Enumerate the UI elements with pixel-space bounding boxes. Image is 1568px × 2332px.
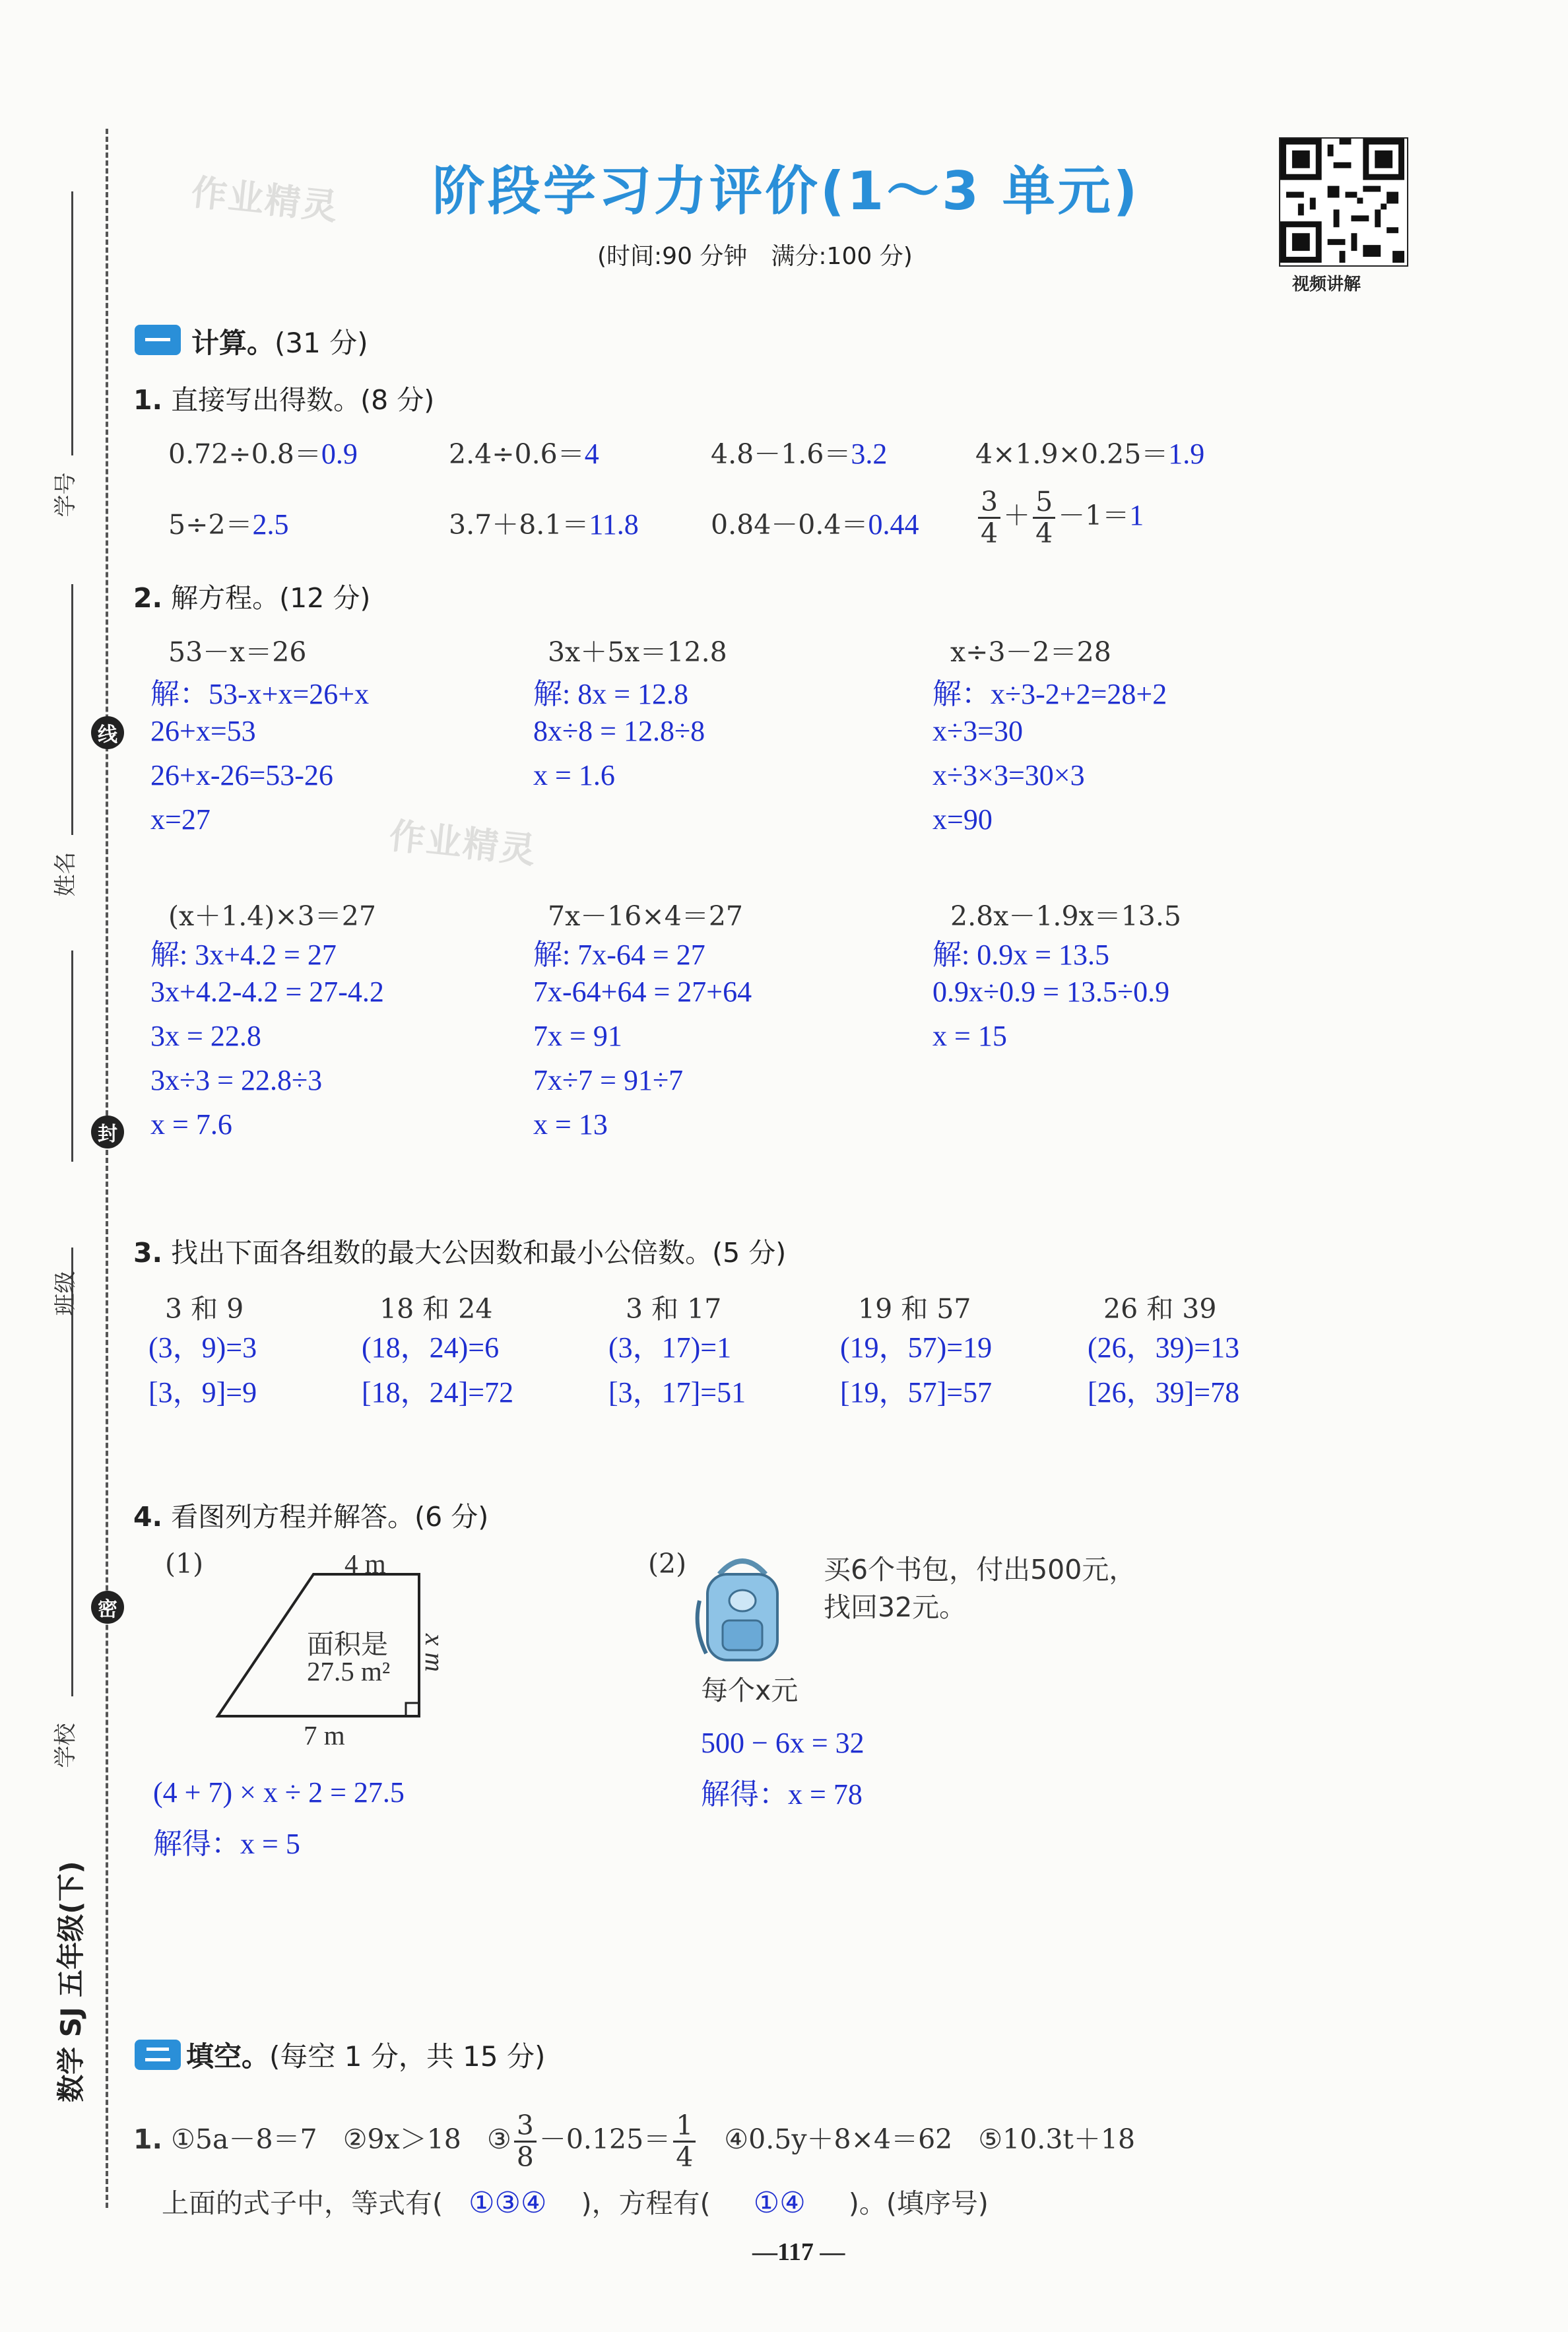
q1-item-6: 3.7＋8.1＝11.8	[449, 508, 639, 541]
q2-eq-3-line: x=90	[932, 803, 993, 836]
q3-gcd-2: (18，24)=6	[362, 1331, 500, 1364]
q3-group-3: 3 和 17	[626, 1293, 722, 1325]
q1-item-4: 4×1.9×0.25＝1.9	[975, 438, 1205, 470]
q2-eq-3-line: 解：x÷3-2+2=28+2	[932, 678, 1167, 710]
q4-p1-area-label: 面积是	[307, 1628, 388, 1660]
q3-gcd-4: (19，57)=19	[840, 1331, 993, 1364]
q2-eq-2-line: 8x÷8 = 12.8÷8	[533, 715, 705, 747]
q2-eq-6-line: x = 15	[932, 1020, 1007, 1052]
q4-p1-top: 4 m	[344, 1549, 386, 1579]
q3-group-1: 3 和 9	[165, 1293, 244, 1325]
q2-eq-2: 3x＋5x＝12.8	[548, 636, 727, 668]
q4-p1-bottom: 7 m	[304, 1720, 345, 1750]
q3-group-5: 26 和 39	[1103, 1293, 1217, 1325]
fill-answer-1: ①③④	[469, 2187, 547, 2219]
q1-item-1: 0.72÷0.8＝0.9	[168, 438, 358, 470]
q4-p2-equation: 500 − 6x = 32	[701, 1727, 865, 1759]
q2-eq-1-line: 26+x=53	[150, 715, 256, 747]
seal-feng: 封	[91, 1116, 124, 1149]
q3-lcm-4: [19，57]=57	[840, 1376, 993, 1409]
q2-eq-5-line: x = 13	[533, 1108, 608, 1141]
q2-eq-6-line: 解: 0.9x = 13.5	[932, 939, 1110, 971]
q1-item-8: $\frac{3}{4}$ ＋ $\frac{5}{4}$ －1＝1	[975, 488, 1144, 547]
qr-code-icon[interactable]	[1279, 137, 1408, 267]
q2-eq-3-line: x÷3×3=30×3	[932, 759, 1085, 791]
banji-label: 班级	[52, 1271, 79, 1316]
section-two-badge	[135, 2040, 181, 2070]
fill-answer-2: ①④	[753, 2187, 806, 2219]
q2-eq-4-line: 3x÷3 = 22.8÷3	[150, 1064, 323, 1096]
section-one-title: 计算。(31 分)	[191, 327, 368, 359]
section-one-badge	[135, 325, 181, 355]
q3-lcm-1: [3，9]=9	[148, 1376, 257, 1409]
q2-eq-2-line: x = 1.6	[533, 759, 615, 791]
q2-eq-4-line: 解: 3x+4.2 = 27	[150, 939, 337, 971]
q2-eq-4-line: x = 7.6	[150, 1108, 232, 1141]
page-subtitle: (时间:90 分钟 满分:100 分)	[597, 243, 913, 270]
q4-p2-text-2: 找回32元。	[824, 1591, 967, 1623]
backpack-icon	[693, 1548, 792, 1667]
q3-group-2: 18 和 24	[379, 1293, 493, 1325]
xuehao-label: 学号	[52, 472, 79, 517]
q3-gcd-5: (26，39)=13	[1088, 1331, 1240, 1364]
q4-p2-label: (2)	[648, 1548, 687, 1580]
q2-eq-1-line: 解：53-x+x=26+x	[150, 678, 370, 710]
q2-eq-5-line: 解: 7x-64 = 27	[533, 939, 705, 971]
q2-eq-6-line: 0.9x÷0.9 = 13.5÷0.9	[932, 976, 1170, 1008]
xingming-label: 姓名	[52, 851, 79, 897]
q2-eq-2-line: 解: 8x = 12.8	[533, 678, 689, 710]
q1-item-3: 4.8－1.6＝3.2	[711, 438, 888, 470]
section-two-title: 填空。(每空 1 分，共 15 分)	[186, 2040, 546, 2073]
seal-xian: 线	[91, 716, 124, 749]
xuehao-line	[71, 191, 73, 455]
binding-dashed-line	[106, 129, 108, 2208]
q2-title: 2. 解方程。(12 分)	[133, 582, 371, 614]
q3-lcm-5: [26，39]=78	[1088, 1376, 1240, 1409]
q2-eq-5-line: 7x-64+64 = 27+64	[533, 976, 752, 1008]
q4-p1-area-value: 27.5 m²	[307, 1656, 391, 1686]
q4-p1-equation: (4 + 7) × x ÷ 2 = 27.5	[153, 1776, 405, 1809]
q2-eq-5: 7x－16×4＝27	[548, 900, 743, 932]
q2-eq-1-line: x=27	[150, 803, 211, 836]
q2-eq-5-line: 7x = 91	[533, 1020, 622, 1052]
q2-eq-5-line: 7x÷7 = 91÷7	[533, 1064, 684, 1096]
q2-eq-3: x÷3－2＝28	[950, 636, 1111, 668]
fill-q1: 1. ①5a－8＝7 ②9x＞18 ③ $\frac{3}{8}$ －0.125＝ $\frac{1}{4}$ ④0.5y＋8×4＝62 ⑤10.3t＋18	[133, 2110, 1136, 2173]
q3-group-4: 19 和 57	[858, 1293, 971, 1325]
book-label: 数学 SJ 五年级(下)	[55, 1861, 87, 2102]
q4-p2-caption: 每个x元	[701, 1675, 799, 1706]
q2-eq-4-line: 3x = 22.8	[150, 1020, 261, 1052]
q4-p1-solution: 解得：x = 5	[153, 1828, 300, 1860]
q4-p2-solution: 解得：x = 78	[701, 1778, 863, 1811]
q1-item-2: 2.4÷0.6＝4	[449, 438, 599, 470]
q3-lcm-2: [18，24]=72	[362, 1376, 514, 1409]
xuexiao-label: 学校	[52, 1723, 79, 1768]
qr-label: 视频讲解	[1292, 275, 1361, 294]
q1-item-7: 0.84－0.4＝0.44	[711, 508, 919, 541]
xuexiao-line	[71, 1446, 73, 1696]
q4-p1-label: (1)	[165, 1548, 204, 1580]
banji-deco-line	[71, 950, 73, 1162]
q3-lcm-3: [3，17]=51	[608, 1376, 746, 1409]
q2-eq-1-line: 26+x-26=53-26	[150, 759, 333, 791]
q3-title: 3. 找出下面各组数的最大公因数和最小公倍数。(5 分)	[133, 1237, 787, 1269]
q4-p2-text-1: 买6个书包，付出500元，	[824, 1554, 1136, 1585]
q4-p1-side: x m	[420, 1633, 451, 1673]
q4-title: 4. 看图列方程并解答。(6 分)	[133, 1501, 489, 1533]
watermark: 作业精灵	[189, 171, 341, 228]
q1-title: 1. 直接写出得数。(8 分)	[133, 384, 435, 416]
page-number: —117 —	[752, 2238, 845, 2266]
q2-eq-3-line: x÷3=30	[932, 715, 1023, 747]
q2-eq-6: 2.8x－1.9x＝13.5	[950, 900, 1181, 932]
watermark: 作业精灵	[387, 815, 539, 872]
xingming-line	[71, 584, 73, 835]
page-title: 阶段学习力评价(1～3 单元)	[432, 160, 1140, 222]
q2-eq-4: (x＋1.4)×3＝27	[168, 900, 376, 932]
q1-item-5: 5÷2＝2.5	[168, 508, 289, 541]
q2-eq-1: 53－x＝26	[168, 636, 307, 668]
q3-gcd-1: (3，9)=3	[148, 1331, 257, 1364]
q2-eq-4-line: 3x+4.2-4.2 = 27-4.2	[150, 976, 384, 1008]
fill-q1-sentence: 上面的式子中，等式有( ①③④ )，方程有( ①④ )。(填序号)	[162, 2187, 989, 2219]
seal-mi: 密	[91, 1591, 124, 1624]
q3-gcd-3: (3，17)=1	[608, 1331, 732, 1364]
